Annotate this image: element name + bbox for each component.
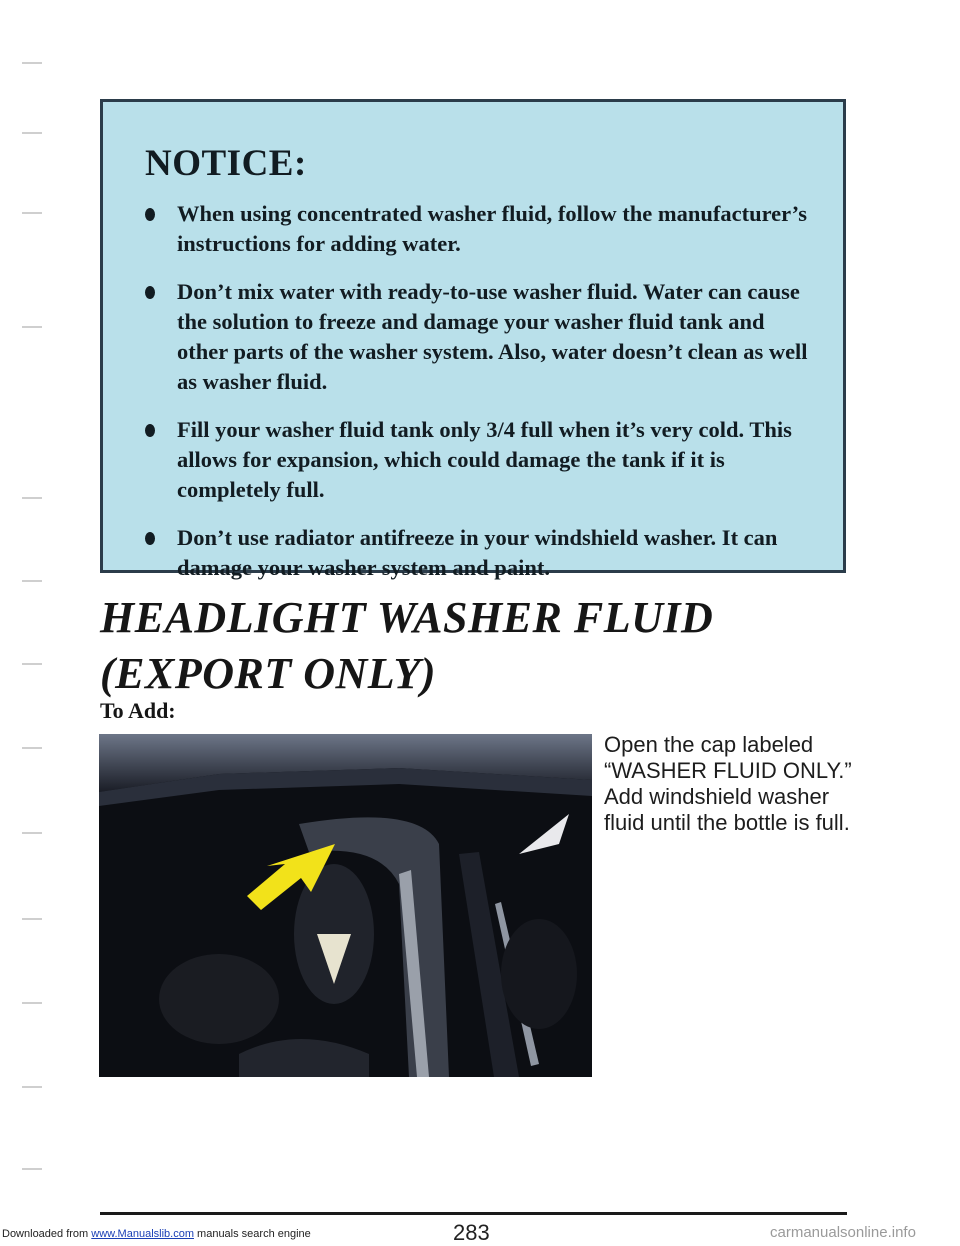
notice-list: [145, 199, 813, 583]
footer-rule: [100, 1212, 847, 1215]
bullet-icon: [145, 424, 155, 437]
margin-tick: [22, 663, 42, 665]
margin-tick: [22, 1168, 42, 1170]
notice-item-text: Don’t mix water with ready-to-use washer fluid. Water can cause the solution to freeze and damage your washer fluid tank and other parts of the washer system. Also, water doesn’t clean as well as washer fluid.: [177, 279, 808, 394]
margin-tick: [22, 497, 42, 499]
notice-item-text: When using concentrated washer fluid, follow the manufacturer’s instructions for adding water.: [177, 201, 807, 256]
margin-tick: [22, 326, 42, 328]
notice-item: [145, 415, 813, 505]
margin-ticks: [22, 0, 42, 1242]
notice-item-text: Don’t use radiator antifreeze in your windshield washer. It can damage your washer system and paint.: [177, 525, 778, 580]
notice-item: [145, 523, 813, 583]
margin-tick: [22, 580, 42, 582]
bullet-icon: [145, 532, 155, 545]
margin-tick: [22, 918, 42, 920]
bullet-icon: [145, 286, 155, 299]
notice-item-text: Fill your washer fluid tank only 3/4 full when it’s very cold. This allows for expansion, which could damage the tank if it is completely full.: [177, 417, 792, 502]
margin-tick: [22, 747, 42, 749]
margin-tick: [22, 62, 42, 64]
footer-prefix: Downloaded from: [2, 1228, 92, 1240]
bullet-icon: [145, 208, 155, 221]
download-footer: [2, 1228, 311, 1240]
margin-tick: [22, 832, 42, 834]
notice-item: [145, 199, 813, 259]
page-number: 283: [453, 1220, 490, 1245]
margin-tick: [22, 1086, 42, 1088]
manualslib-link[interactable]: www.Manualslib.com: [91, 1228, 194, 1240]
notice-box: [100, 99, 846, 580]
section-subhead: To Add:: [100, 698, 176, 723]
margin-tick: [22, 1002, 42, 1004]
notice-title: NOTICE:: [145, 143, 307, 184]
margin-tick: [22, 212, 42, 214]
watermark: carmanualsonline.info: [770, 1224, 916, 1241]
margin-tick: [22, 132, 42, 134]
notice-item: [145, 277, 813, 397]
engine-photo: [99, 734, 592, 1077]
footer-suffix: manuals search engine: [193, 1228, 311, 1240]
instruction-text: Open the cap labeled “WASHER FLUID ONLY.” Add windshield washer fluid until the bottle is full.: [604, 732, 852, 835]
section-heading: HEADLIGHT WASHER FLUID (EXPORT ONLY): [100, 593, 714, 698]
